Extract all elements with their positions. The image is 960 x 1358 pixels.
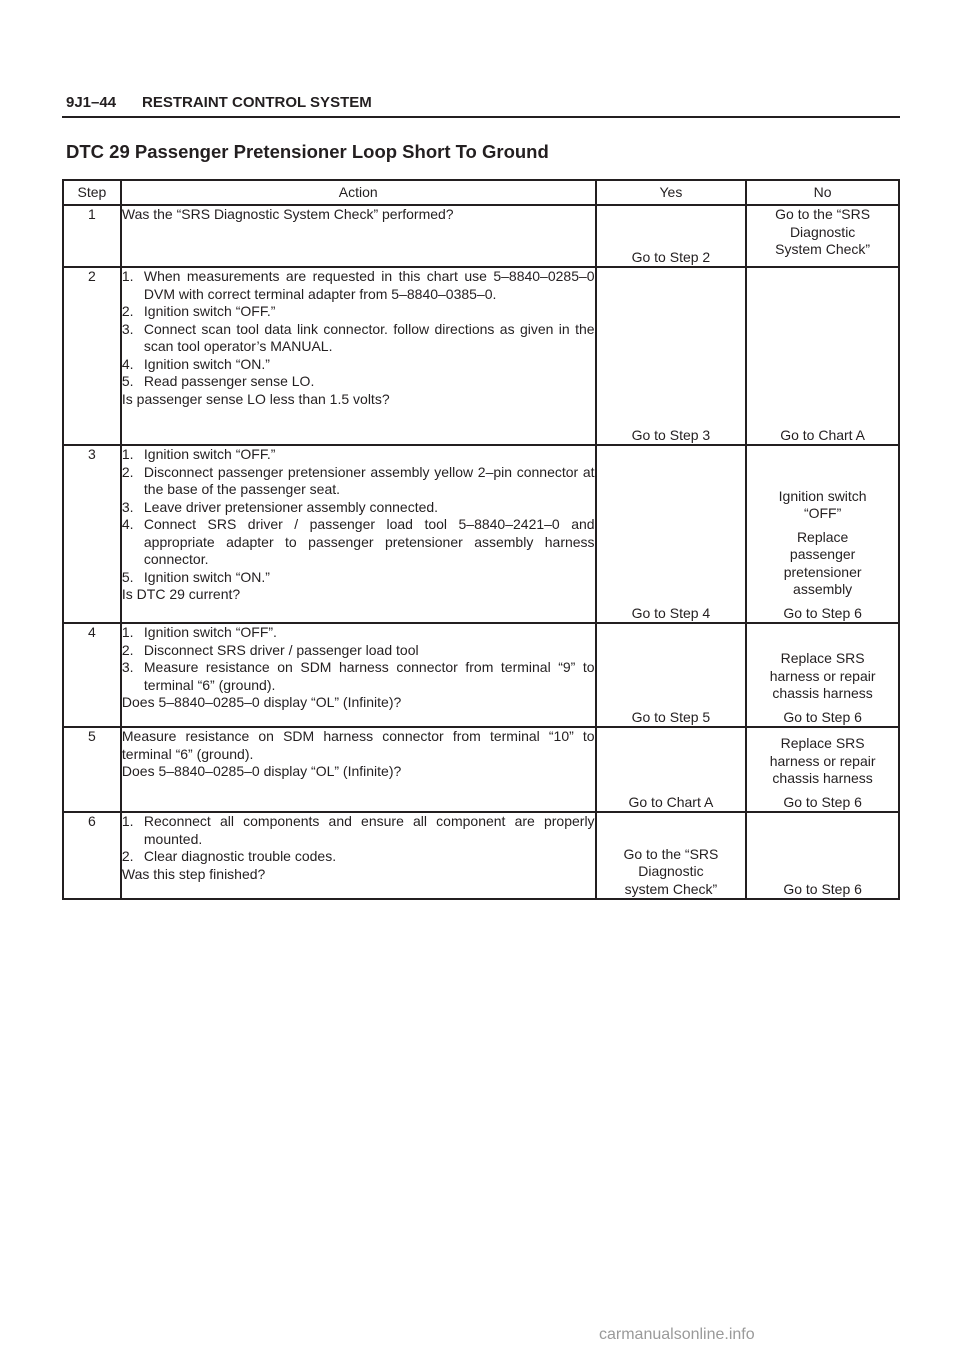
step-number: 1 — [63, 205, 121, 267]
yes-cell: Go to Chart A — [596, 727, 747, 812]
yes-cell: Go to the “SRS Diagnostic system Check” — [596, 812, 747, 899]
no-final: Go to Step 6 — [783, 604, 862, 621]
no-cell — [746, 445, 899, 623]
no-final: Go to Step 6 — [783, 708, 862, 725]
table-row — [63, 205, 899, 267]
column-header-yes: Yes — [596, 180, 747, 205]
page-title: DTC 29 Passenger Pretensioner Loop Short To Ground — [66, 141, 549, 162]
step-number: 6 — [63, 812, 121, 899]
column-header-no: No — [746, 180, 899, 205]
action-list — [122, 813, 595, 866]
list-item: 2. Clear diagnostic trouble codes. — [121, 848, 337, 864]
watermark: carmanualsonline.info — [599, 1326, 755, 1343]
no-line: Diagnostic — [789, 223, 856, 240]
no-cell — [746, 205, 899, 267]
list-item: 2. Disconnect SRS driver / passenger load tool — [121, 641, 419, 658]
action-question: Does 5–8840–0285–0 display “OL” (Infinite)? — [121, 694, 402, 710]
diagnostic-table — [62, 179, 900, 900]
no-block: Ignition switch “OFF” — [778, 487, 867, 521]
list-item: 1. Ignition switch “OFF.” — [121, 446, 276, 462]
list-item: 1. Ignition switch “OFF”. — [121, 624, 277, 640]
list-item: 2. Disconnect passenger pretensioner assembly yellow 2–pin connector at the base of the passenger seat. — [121, 463, 595, 497]
yes-cell: Go to Step 3 — [596, 267, 747, 445]
step-number: 4 — [63, 623, 121, 727]
list-item: 1. When measurements are requested in this chart use 5–8840–0285–0 DVM with correct terminal adapter from 5–8840–0385–0. — [121, 268, 595, 302]
yes-cell: Go to Step 5 — [596, 623, 747, 727]
no-cell — [746, 727, 899, 812]
page-number: 9J1–44 — [66, 94, 117, 111]
action-cell — [121, 727, 596, 812]
action-question: Is passenger sense LO less than 1.5 volts? — [121, 390, 390, 407]
list-item: 1. Reconnect all components and ensure all component are properly mounted. — [121, 813, 595, 847]
no-block: Replace SRS harness or repair chassis harness — [769, 735, 876, 786]
action-text: Measure resistance on SDM harness connector from terminal “10” to terminal “6” (ground). — [121, 728, 595, 762]
step-number: 5 — [63, 727, 121, 812]
list-item: 3. Leave driver pretensioner assembly connected. — [121, 498, 439, 515]
no-cell: Go to Step 6 — [746, 812, 899, 899]
no-line: Go to the “SRS — [775, 206, 871, 222]
list-item: 5. Read passenger sense LO. — [121, 373, 315, 389]
action-cell — [121, 267, 596, 445]
action-cell — [121, 623, 596, 727]
list-item: 3. Connect scan tool data link connector. follow directions as given in the scan tool operator’s MANUAL. — [121, 320, 595, 354]
table-row — [63, 623, 899, 727]
yes-cell: Go to Step 2 — [596, 205, 747, 267]
page-header — [62, 92, 900, 118]
yes-cell: Go to Step 4 — [596, 445, 747, 623]
action-question: Does 5–8840–0285–0 display “OL” (Infinite)? — [121, 763, 402, 779]
step-number: 2 — [63, 267, 121, 445]
action-text: Was the “SRS Diagnostic System Check” performed? — [121, 206, 454, 222]
action-cell — [121, 445, 596, 623]
action-list — [122, 624, 595, 694]
action-cell — [121, 812, 596, 899]
list-item: 5. Ignition switch “ON.” — [121, 568, 270, 585]
column-header-action: Action — [121, 180, 596, 205]
table-row — [63, 727, 899, 812]
action-cell — [121, 205, 596, 267]
list-item: 2. Ignition switch “OFF.” — [121, 303, 276, 319]
action-list — [122, 446, 595, 586]
no-cell: Go to Chart A — [746, 267, 899, 445]
list-item: 3. Measure resistance on SDM harness connector from terminal “9” to terminal “6” (ground). — [121, 659, 595, 693]
no-block: Replace passenger pretensioner assembly — [783, 528, 862, 597]
table-header-row — [63, 180, 899, 205]
action-question: Was this step finished? — [121, 865, 266, 882]
list-item: 4. Ignition switch “ON.” — [121, 355, 270, 372]
step-number: 3 — [63, 445, 121, 623]
no-line: System Check” — [775, 241, 871, 257]
no-cell — [746, 623, 899, 727]
list-item: 4. Connect SRS driver / passenger load tool 5–8840–2421–0 and appropriate adapter to passenger pretensioner assembly harness connector. — [121, 516, 595, 567]
column-header-step: Step — [63, 180, 121, 205]
action-question: Is DTC 29 current? — [121, 586, 241, 602]
no-block: Replace SRS harness or repair chassis harness — [769, 650, 876, 701]
table-row — [63, 445, 899, 623]
no-final: Go to Step 6 — [783, 793, 862, 810]
section-title: RESTRAINT CONTROL SYSTEM — [142, 94, 372, 111]
action-list — [122, 268, 595, 391]
table-row — [63, 812, 899, 899]
table-row — [63, 267, 899, 445]
